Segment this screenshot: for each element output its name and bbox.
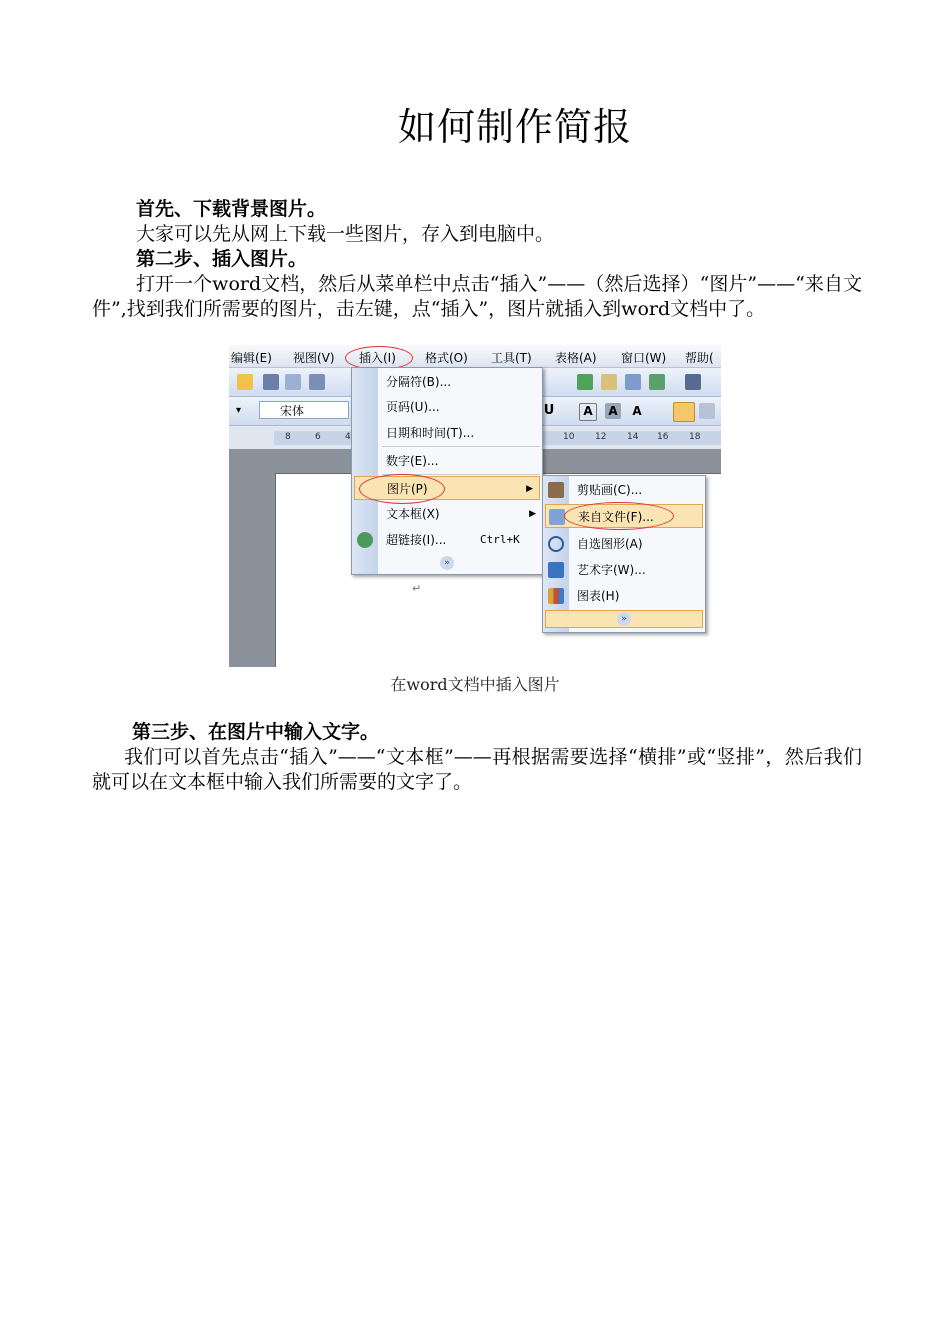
- menu-help: 帮助(: [685, 351, 714, 365]
- menu-edit: 编辑(E): [231, 351, 272, 365]
- submenu-item-autoshapes: 自选图形(A): [543, 532, 705, 556]
- columns-icon: [685, 374, 701, 390]
- hyperlink-globe-icon: [357, 532, 373, 548]
- section-top: [92, 197, 862, 322]
- char-shading-icon: A: [605, 403, 621, 419]
- highlight-oval-picture: [359, 474, 445, 504]
- ruler-tick: 10: [563, 432, 575, 442]
- highlight-oval-from-file: [564, 502, 674, 530]
- menu-item-hyperlink: 超链接(I)... Ctrl+K: [352, 528, 542, 552]
- menu-bar: [229, 345, 721, 368]
- step2-heading: 第二步、插入图片。: [136, 248, 308, 270]
- expand-chevron-icon: »: [440, 556, 454, 570]
- spellcheck-icon: [309, 374, 325, 390]
- chart-icon: [548, 588, 564, 604]
- step3-heading: 第三步、在图片中输入文字。: [132, 721, 380, 743]
- ruler-tick: 18: [689, 432, 701, 442]
- paragraph-mark: ↵: [412, 582, 422, 595]
- expand-chevron-icon: »: [617, 612, 631, 626]
- menu-item-picture: 图片(P) ▶: [354, 476, 540, 500]
- submenu-expand-bar: [545, 610, 703, 628]
- char-scale-icon: A: [632, 404, 642, 418]
- clipart-icon: [548, 482, 564, 498]
- picture-submenu: [542, 475, 706, 633]
- word-insert-menu-screenshot: [229, 345, 721, 667]
- figure-caption: 在word文档中插入图片: [390, 675, 560, 694]
- submenu-item-clipart: 剪贴画(C)...: [543, 478, 705, 502]
- from-file-icon: [549, 509, 565, 525]
- menu-separator: [382, 446, 540, 447]
- ruler-tick: 8: [285, 432, 291, 442]
- insert-menu: [351, 367, 543, 575]
- menu-window: 窗口(W): [621, 351, 667, 365]
- ruler-tick: 16: [657, 432, 669, 442]
- ruler-tick: 6: [315, 432, 321, 442]
- submenu-arrow-icon: ▶: [529, 509, 536, 519]
- new-doc-icon: [237, 374, 253, 390]
- submenu-item-wordart: 艺术字(W)...: [543, 558, 705, 582]
- char-border-icon: A: [579, 403, 597, 421]
- step1-text: 大家可以先从网上下载一些图片，存入到电脑中。: [136, 223, 555, 245]
- insert-table-icon: [625, 374, 641, 390]
- align-center-icon: [699, 403, 715, 419]
- menu-insert: 插入(I): [359, 351, 396, 365]
- wordart-icon: [548, 562, 564, 578]
- menu-view: 视图(V): [293, 351, 335, 365]
- document-title: 如何制作简报: [397, 105, 632, 149]
- menu-item-page-number: 页码(U)...: [386, 400, 440, 414]
- menu-format: 格式(O): [425, 351, 468, 365]
- font-name-box: [236, 401, 349, 419]
- menu-tools: 工具(T): [491, 351, 532, 365]
- menu-item-date-time: 日期和时间(T)...: [386, 426, 475, 440]
- submenu-arrow-icon: ▶: [526, 484, 533, 494]
- tables-icon: [601, 374, 617, 390]
- menu-item-break: 分隔符(B)...: [386, 375, 452, 389]
- menu-item-textbox: 文本框(X) ▶: [352, 502, 542, 526]
- print-icon: [263, 374, 279, 390]
- submenu-item-chart: 图表(H): [543, 584, 705, 608]
- align-justify-icon: [673, 402, 695, 422]
- ruler-tick: 12: [595, 432, 607, 442]
- font-dropdown-arrow-icon: ▾: [236, 405, 242, 416]
- menu-item-number: 数字(E)...: [386, 454, 439, 468]
- step3-text: 我们可以首先点击“插入”——“文本框”——再根据需要选择“横排”或“竖排”，然后我们就可以在文本框中输入我们所需要的文字了。: [92, 746, 862, 793]
- step1-heading: 首先、下载背景图片。: [136, 198, 327, 220]
- autoshapes-icon: [548, 536, 564, 552]
- step2-text: 打开一个word文档，然后从菜单栏中点击“插入”——（然后选择）“图片”——“来自文件”,找到我们所需要的图片，击左键，点“插入”，图片就插入到word文档中了。: [92, 273, 862, 320]
- preview-icon: [285, 374, 301, 390]
- submenu-item-from-file: 来自文件(F)...: [545, 504, 703, 528]
- underline-icon: U: [543, 403, 555, 418]
- ruler-tick: 14: [627, 432, 639, 442]
- ruler-tick: 4: [345, 432, 351, 442]
- excel-icon: [649, 374, 665, 390]
- menu-table: 表格(A): [555, 351, 597, 365]
- hyperlink-icon: [577, 374, 593, 390]
- font-name: 宋体: [280, 404, 305, 418]
- section-bottom: [92, 720, 862, 795]
